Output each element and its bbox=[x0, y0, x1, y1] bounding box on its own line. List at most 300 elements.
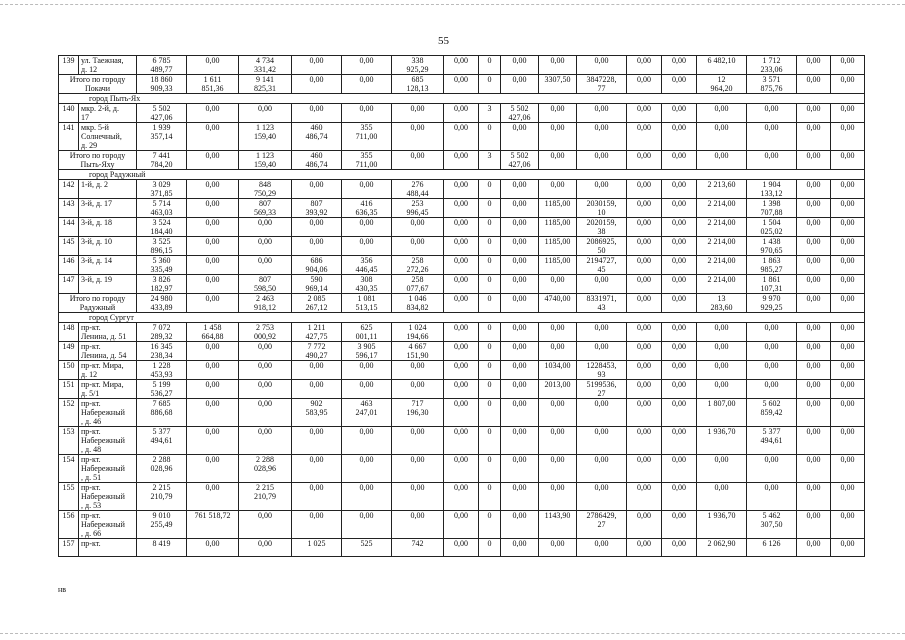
value-cell: 0,00 bbox=[392, 361, 444, 380]
value-cell: 0,00 bbox=[444, 455, 479, 483]
value-cell: 0,00 bbox=[539, 123, 577, 151]
value-cell: 0,00 bbox=[501, 511, 539, 539]
value-cell: 1 936,70 bbox=[697, 511, 747, 539]
value-cell: 0,00 bbox=[444, 399, 479, 427]
table-body bbox=[59, 56, 865, 557]
address-cell: пр-кт. Ленина, д. 51 bbox=[79, 323, 137, 342]
value-cell: 0,00 bbox=[662, 104, 697, 123]
value-cell: 7 685 886,68 bbox=[137, 399, 187, 427]
value-cell: 0 bbox=[479, 56, 501, 75]
value-cell: 463 247,01 bbox=[342, 399, 392, 427]
value-cell: 0,00 bbox=[627, 427, 662, 455]
table-row bbox=[59, 323, 865, 342]
value-cell: 0,00 bbox=[187, 237, 239, 256]
value-cell: 6 482,10 bbox=[697, 56, 747, 75]
value-cell: 0,00 bbox=[747, 123, 797, 151]
value-cell: 5199536, 27 bbox=[577, 380, 627, 399]
value-cell: 0,00 bbox=[501, 455, 539, 483]
value-cell: 0,00 bbox=[239, 361, 292, 380]
value-cell: 5 502 427,06 bbox=[137, 104, 187, 123]
value-cell: 0,00 bbox=[187, 539, 239, 557]
value-cell: 0,00 bbox=[239, 218, 292, 237]
value-cell: 902 583,95 bbox=[292, 399, 342, 427]
value-cell: 0,00 bbox=[831, 511, 865, 539]
value-cell: 0,00 bbox=[239, 342, 292, 361]
value-cell: 1185,00 bbox=[539, 199, 577, 218]
value-cell: 0,00 bbox=[697, 361, 747, 380]
value-cell: 0,00 bbox=[662, 56, 697, 75]
value-cell: 0,00 bbox=[577, 342, 627, 361]
value-cell: 0,00 bbox=[501, 380, 539, 399]
value-cell: 460 486,74 bbox=[292, 123, 342, 151]
value-cell: 0,00 bbox=[577, 539, 627, 557]
value-cell: 0,00 bbox=[831, 180, 865, 199]
table-row bbox=[59, 380, 865, 399]
value-cell: 0,00 bbox=[797, 361, 831, 380]
value-cell: 0,00 bbox=[501, 361, 539, 380]
register-table bbox=[58, 55, 865, 557]
value-cell: 0,00 bbox=[747, 455, 797, 483]
value-cell: 0,00 bbox=[239, 380, 292, 399]
value-cell: 460 486,74 bbox=[292, 151, 342, 170]
table-row bbox=[59, 104, 865, 123]
value-cell: 0 bbox=[479, 199, 501, 218]
value-cell: 0,00 bbox=[831, 361, 865, 380]
row-number: 157 bbox=[59, 539, 79, 557]
value-cell: 1 438 970,65 bbox=[747, 237, 797, 256]
value-cell: 0,00 bbox=[627, 294, 662, 313]
value-cell: 0 bbox=[479, 275, 501, 294]
value-cell: 0,00 bbox=[831, 256, 865, 275]
address-cell: мкр. 5-й Солнечный, д. 29 bbox=[79, 123, 137, 151]
value-cell: 0 bbox=[479, 380, 501, 399]
row-number: 146 bbox=[59, 256, 79, 275]
value-cell: 0,00 bbox=[444, 237, 479, 256]
value-cell: 1 863 985,27 bbox=[747, 256, 797, 275]
row-number: 154 bbox=[59, 455, 79, 483]
address-cell: пр-кт. Набережный , д. 51 bbox=[79, 455, 137, 483]
value-cell: 0,00 bbox=[501, 427, 539, 455]
row-number: 155 bbox=[59, 483, 79, 511]
value-cell: 2030159, 10 bbox=[577, 199, 627, 218]
value-cell: 3 bbox=[479, 104, 501, 123]
row-number: 140 bbox=[59, 104, 79, 123]
value-cell: 0,00 bbox=[831, 294, 865, 313]
value-cell: 0,00 bbox=[797, 294, 831, 313]
value-cell: 3307,50 bbox=[539, 75, 577, 94]
value-cell: 2 214,00 bbox=[697, 256, 747, 275]
value-cell: 3 905 596,17 bbox=[342, 342, 392, 361]
value-cell: 0,00 bbox=[831, 275, 865, 294]
value-cell: 0,00 bbox=[539, 427, 577, 455]
value-cell: 0,00 bbox=[392, 427, 444, 455]
row-number: 139 bbox=[59, 56, 79, 75]
value-cell: 0 bbox=[479, 361, 501, 380]
value-cell: 7 072 289,32 bbox=[137, 323, 187, 342]
value-cell: 0 bbox=[479, 237, 501, 256]
value-cell: 355 711,00 bbox=[342, 123, 392, 151]
value-cell: 0,00 bbox=[831, 199, 865, 218]
value-cell: 7 441 784,20 bbox=[137, 151, 187, 170]
value-cell: 5 199 536,27 bbox=[137, 380, 187, 399]
value-cell: 0,00 bbox=[831, 380, 865, 399]
value-cell: 0,00 bbox=[501, 180, 539, 199]
value-cell: 0,00 bbox=[292, 237, 342, 256]
value-cell: 0,00 bbox=[392, 237, 444, 256]
value-cell: 0,00 bbox=[342, 455, 392, 483]
value-cell: 4 734 331,42 bbox=[239, 56, 292, 75]
value-cell: 0,00 bbox=[797, 237, 831, 256]
table-row bbox=[59, 123, 865, 151]
table-row bbox=[59, 56, 865, 75]
value-cell: 0,00 bbox=[627, 151, 662, 170]
value-cell: 0,00 bbox=[539, 151, 577, 170]
value-cell: 0,00 bbox=[697, 342, 747, 361]
value-cell: 0,00 bbox=[187, 483, 239, 511]
value-cell: 0,00 bbox=[501, 323, 539, 342]
value-cell: 0,00 bbox=[501, 294, 539, 313]
address-cell: пр-кт. Набережный , д. 48 bbox=[79, 427, 137, 455]
value-cell: 355 711,00 bbox=[342, 151, 392, 170]
value-cell: 2194727, 45 bbox=[577, 256, 627, 275]
value-cell: 0,00 bbox=[662, 151, 697, 170]
row-number: 152 bbox=[59, 399, 79, 427]
value-cell: 0,00 bbox=[444, 199, 479, 218]
value-cell: 0,00 bbox=[501, 399, 539, 427]
value-cell: 0,00 bbox=[392, 151, 444, 170]
address-cell: пр-кт. Мира, д. 5/1 bbox=[79, 380, 137, 399]
value-cell: 1 504 025,02 bbox=[747, 218, 797, 237]
value-cell: 0,00 bbox=[444, 511, 479, 539]
value-cell: 0 bbox=[479, 399, 501, 427]
value-cell: 0,00 bbox=[747, 342, 797, 361]
value-cell: 0,00 bbox=[662, 539, 697, 557]
value-cell: 0,00 bbox=[292, 56, 342, 75]
row-number: 150 bbox=[59, 361, 79, 380]
value-cell: 590 969,14 bbox=[292, 275, 342, 294]
row-number: 148 bbox=[59, 323, 79, 342]
value-cell: 1 712 233,06 bbox=[747, 56, 797, 75]
value-cell: 1 046 834,82 bbox=[392, 294, 444, 313]
value-cell: 0,00 bbox=[697, 323, 747, 342]
scan-edge-top bbox=[0, 4, 905, 5]
value-cell: 0,00 bbox=[627, 218, 662, 237]
address-cell: 3-й, д. 14 bbox=[79, 256, 137, 275]
value-cell: 4 667 151,90 bbox=[392, 342, 444, 361]
value-cell: 0,00 bbox=[627, 380, 662, 399]
value-cell: 0,00 bbox=[662, 399, 697, 427]
city-total-row bbox=[59, 294, 865, 313]
value-cell: 0,00 bbox=[662, 511, 697, 539]
value-cell: 0,00 bbox=[797, 483, 831, 511]
value-cell: 0,00 bbox=[662, 294, 697, 313]
page-number: 55 bbox=[438, 35, 449, 47]
value-cell: 0,00 bbox=[444, 323, 479, 342]
value-cell: 0,00 bbox=[697, 151, 747, 170]
table-row bbox=[59, 427, 865, 455]
value-cell: 0,00 bbox=[444, 361, 479, 380]
value-cell: 1 211 427,75 bbox=[292, 323, 342, 342]
scan-edge-bottom bbox=[0, 633, 905, 634]
value-cell: 0 bbox=[479, 539, 501, 557]
value-cell: 0,00 bbox=[577, 455, 627, 483]
value-cell: 2786429, 27 bbox=[577, 511, 627, 539]
value-cell: 686 904,06 bbox=[292, 256, 342, 275]
value-cell: 0,00 bbox=[539, 483, 577, 511]
value-cell: 0 bbox=[479, 294, 501, 313]
value-cell: 0,00 bbox=[797, 455, 831, 483]
value-cell: 0,00 bbox=[831, 56, 865, 75]
table-row bbox=[59, 199, 865, 218]
city-header: город Пыть-Ях bbox=[59, 94, 865, 104]
value-cell: 2 213,60 bbox=[697, 180, 747, 199]
value-cell: 2086925, 50 bbox=[577, 237, 627, 256]
value-cell: 0,00 bbox=[444, 218, 479, 237]
table-row bbox=[59, 455, 865, 483]
value-cell: 0,00 bbox=[392, 511, 444, 539]
value-cell: 0 bbox=[479, 180, 501, 199]
value-cell: 0,00 bbox=[539, 104, 577, 123]
value-cell: 0,00 bbox=[797, 511, 831, 539]
value-cell: 1 939 357,14 bbox=[137, 123, 187, 151]
value-cell: 2 288 028,96 bbox=[239, 455, 292, 483]
value-cell: 2 062,90 bbox=[697, 539, 747, 557]
value-cell: 0,00 bbox=[501, 256, 539, 275]
value-cell: 0,00 bbox=[444, 539, 479, 557]
value-cell: 0,00 bbox=[501, 56, 539, 75]
value-cell: 5 360 335,49 bbox=[137, 256, 187, 275]
value-cell: 0,00 bbox=[797, 275, 831, 294]
value-cell: 5 502 427,06 bbox=[501, 151, 539, 170]
value-cell: 5 462 307,50 bbox=[747, 511, 797, 539]
value-cell: 2 214,00 bbox=[697, 237, 747, 256]
value-cell: 0,00 bbox=[831, 483, 865, 511]
value-cell: 1 458 664,88 bbox=[187, 323, 239, 342]
value-cell: 0,00 bbox=[342, 104, 392, 123]
value-cell: 2 753 000,92 bbox=[239, 323, 292, 342]
value-cell: 0,00 bbox=[662, 237, 697, 256]
value-cell: 1 123 159,40 bbox=[239, 123, 292, 151]
value-cell: 0 bbox=[479, 123, 501, 151]
value-cell: 2 463 918,12 bbox=[239, 294, 292, 313]
value-cell: 0,00 bbox=[662, 75, 697, 94]
value-cell: 0,00 bbox=[501, 275, 539, 294]
value-cell: 0,00 bbox=[239, 256, 292, 275]
value-cell: 0,00 bbox=[662, 323, 697, 342]
value-cell: 0,00 bbox=[747, 361, 797, 380]
value-cell: 1143,90 bbox=[539, 511, 577, 539]
table-row bbox=[59, 539, 865, 557]
value-cell: 625 001,11 bbox=[342, 323, 392, 342]
value-cell: 0,00 bbox=[187, 275, 239, 294]
value-cell: 3 826 182,97 bbox=[137, 275, 187, 294]
value-cell: 0,00 bbox=[444, 427, 479, 455]
value-cell: 3 524 184,40 bbox=[137, 218, 187, 237]
value-cell: 0 bbox=[479, 455, 501, 483]
value-cell: 1228453, 93 bbox=[577, 361, 627, 380]
value-cell: 0,00 bbox=[444, 123, 479, 151]
value-cell: 0,00 bbox=[292, 455, 342, 483]
value-cell: 0,00 bbox=[627, 56, 662, 75]
value-cell: 0,00 bbox=[627, 180, 662, 199]
value-cell: 1 024 194,66 bbox=[392, 323, 444, 342]
value-cell: 0,00 bbox=[187, 199, 239, 218]
value-cell: 0,00 bbox=[292, 380, 342, 399]
total-label: Итого по городу Покачи bbox=[59, 75, 137, 94]
value-cell: 0 bbox=[479, 218, 501, 237]
value-cell: 807 598,50 bbox=[239, 275, 292, 294]
value-cell: 0,00 bbox=[627, 342, 662, 361]
value-cell: 0,00 bbox=[662, 361, 697, 380]
value-cell: 0 bbox=[479, 342, 501, 361]
row-number: 145 bbox=[59, 237, 79, 256]
value-cell: 1185,00 bbox=[539, 256, 577, 275]
address-cell: ул. Таежная, д. 12 bbox=[79, 56, 137, 75]
value-cell: 1 807,00 bbox=[697, 399, 747, 427]
value-cell: 258 077,67 bbox=[392, 275, 444, 294]
value-cell: 1 861 107,31 bbox=[747, 275, 797, 294]
value-cell: 525 bbox=[342, 539, 392, 557]
value-cell: 0,00 bbox=[187, 180, 239, 199]
value-cell: 3 525 896,15 bbox=[137, 237, 187, 256]
row-number: 144 bbox=[59, 218, 79, 237]
value-cell: 9 970 929,25 bbox=[747, 294, 797, 313]
value-cell: 0,00 bbox=[697, 104, 747, 123]
value-cell: 0,00 bbox=[662, 275, 697, 294]
value-cell: 0,00 bbox=[747, 151, 797, 170]
value-cell: 416 636,35 bbox=[342, 199, 392, 218]
table-row bbox=[59, 361, 865, 380]
value-cell: 0,00 bbox=[697, 455, 747, 483]
value-cell: 0,00 bbox=[342, 180, 392, 199]
value-cell: 0,00 bbox=[444, 104, 479, 123]
value-cell: 5 602 859,42 bbox=[747, 399, 797, 427]
value-cell: 0,00 bbox=[627, 455, 662, 483]
value-cell: 8 419 bbox=[137, 539, 187, 557]
value-cell: 3 bbox=[479, 151, 501, 170]
value-cell: 0,00 bbox=[501, 539, 539, 557]
value-cell: 0,00 bbox=[444, 180, 479, 199]
value-cell: 0,00 bbox=[797, 199, 831, 218]
value-cell: 0,00 bbox=[539, 180, 577, 199]
table-row bbox=[59, 511, 865, 539]
value-cell: 9 010 255,49 bbox=[137, 511, 187, 539]
value-cell: 0,00 bbox=[539, 56, 577, 75]
address-cell: мкр. 2-й, д. 17 bbox=[79, 104, 137, 123]
value-cell: 0,00 bbox=[187, 123, 239, 151]
value-cell: 0,00 bbox=[239, 427, 292, 455]
table-row bbox=[59, 218, 865, 237]
value-cell: 0,00 bbox=[797, 323, 831, 342]
value-cell: 2 085 267,12 bbox=[292, 294, 342, 313]
value-cell: 0,00 bbox=[539, 455, 577, 483]
value-cell: 0,00 bbox=[831, 427, 865, 455]
value-cell: 1 025 bbox=[292, 539, 342, 557]
value-cell: 0,00 bbox=[187, 427, 239, 455]
value-cell: 0,00 bbox=[627, 256, 662, 275]
value-cell: 3847228, 77 bbox=[577, 75, 627, 94]
value-cell: 1 228 453,93 bbox=[137, 361, 187, 380]
value-cell: 338 925,29 bbox=[392, 56, 444, 75]
value-cell: 0,00 bbox=[662, 342, 697, 361]
value-cell: 3 571 875,76 bbox=[747, 75, 797, 94]
value-cell: 16 345 238,34 bbox=[137, 342, 187, 361]
city-header-row bbox=[59, 94, 865, 104]
value-cell: 0,00 bbox=[831, 323, 865, 342]
value-cell: 0,00 bbox=[342, 218, 392, 237]
value-cell: 0,00 bbox=[831, 539, 865, 557]
value-cell: 807 569,33 bbox=[239, 199, 292, 218]
value-cell: 0,00 bbox=[342, 380, 392, 399]
value-cell: 761 518,72 bbox=[187, 511, 239, 539]
value-cell: 0,00 bbox=[697, 483, 747, 511]
row-number: 153 bbox=[59, 427, 79, 455]
value-cell: 0,00 bbox=[627, 399, 662, 427]
value-cell: 0,00 bbox=[797, 56, 831, 75]
value-cell: 0,00 bbox=[239, 511, 292, 539]
value-cell: 0,00 bbox=[627, 539, 662, 557]
address-cell: 1-й, д. 2 bbox=[79, 180, 137, 199]
value-cell: 0,00 bbox=[831, 237, 865, 256]
value-cell: 0,00 bbox=[627, 511, 662, 539]
value-cell: 0 bbox=[479, 511, 501, 539]
value-cell: 24 980 433,89 bbox=[137, 294, 187, 313]
value-cell: 0,00 bbox=[444, 256, 479, 275]
value-cell: 0,00 bbox=[577, 323, 627, 342]
value-cell: 0,00 bbox=[444, 380, 479, 399]
value-cell: 5 377 494,61 bbox=[747, 427, 797, 455]
value-cell: 0,00 bbox=[342, 361, 392, 380]
value-cell: 8331971, 43 bbox=[577, 294, 627, 313]
value-cell: 0,00 bbox=[392, 218, 444, 237]
value-cell: 0,00 bbox=[627, 123, 662, 151]
footer-mark: нв bbox=[58, 585, 67, 594]
value-cell: 0 bbox=[479, 323, 501, 342]
value-cell: 0,00 bbox=[444, 342, 479, 361]
value-cell: 0,00 bbox=[662, 180, 697, 199]
value-cell: 13 283,60 bbox=[697, 294, 747, 313]
value-cell: 0,00 bbox=[797, 180, 831, 199]
value-cell: 0,00 bbox=[831, 455, 865, 483]
value-cell: 0,00 bbox=[662, 256, 697, 275]
value-cell: 0,00 bbox=[292, 75, 342, 94]
value-cell: 0,00 bbox=[187, 104, 239, 123]
value-cell: 4740,00 bbox=[539, 294, 577, 313]
value-cell: 0,00 bbox=[342, 75, 392, 94]
value-cell: 0,00 bbox=[662, 123, 697, 151]
city-header: город Сургут bbox=[59, 313, 865, 323]
value-cell: 685 128,13 bbox=[392, 75, 444, 94]
value-cell: 0,00 bbox=[797, 123, 831, 151]
value-cell: 0,00 bbox=[292, 427, 342, 455]
value-cell: 0,00 bbox=[239, 237, 292, 256]
value-cell: 742 bbox=[392, 539, 444, 557]
value-cell: 0,00 bbox=[797, 539, 831, 557]
value-cell: 0,00 bbox=[342, 237, 392, 256]
row-number: 156 bbox=[59, 511, 79, 539]
value-cell: 0,00 bbox=[797, 75, 831, 94]
value-cell: 308 430,35 bbox=[342, 275, 392, 294]
value-cell: 0,00 bbox=[444, 483, 479, 511]
value-cell: 0,00 bbox=[292, 218, 342, 237]
value-cell: 0,00 bbox=[392, 483, 444, 511]
value-cell: 1 081 513,15 bbox=[342, 294, 392, 313]
value-cell: 0,00 bbox=[577, 427, 627, 455]
address-cell: 3-й, д. 10 bbox=[79, 237, 137, 256]
value-cell: 0,00 bbox=[577, 399, 627, 427]
value-cell: 0,00 bbox=[697, 380, 747, 399]
value-cell: 0,00 bbox=[797, 151, 831, 170]
